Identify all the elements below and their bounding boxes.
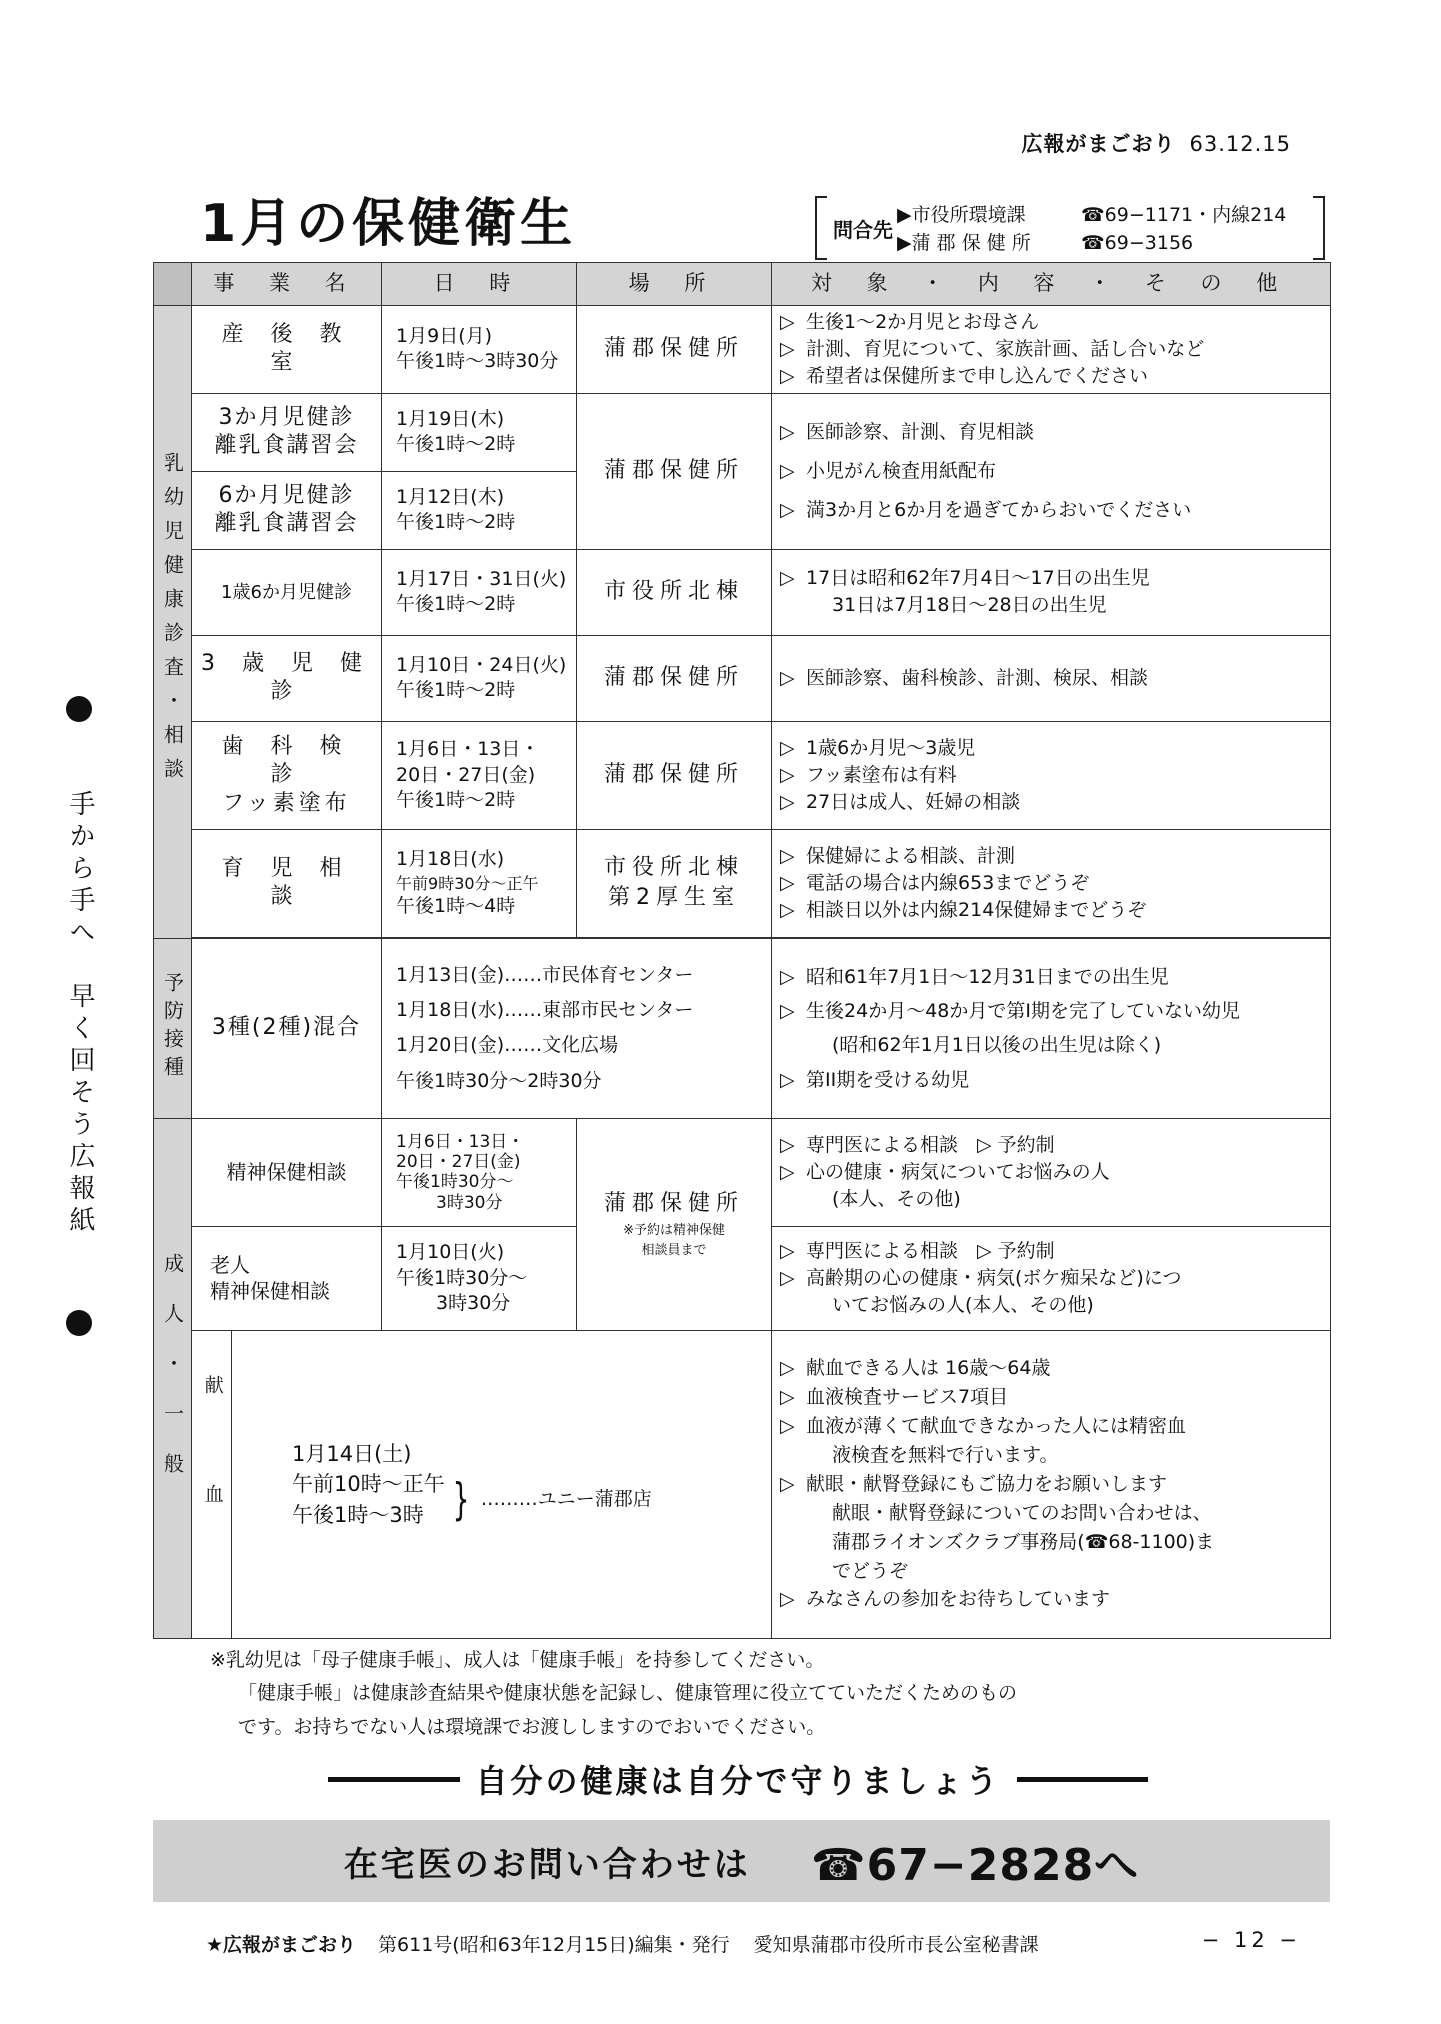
- list-item: [780, 1354, 1322, 1383]
- category-infant-label: 乳幼児健康診査・相談: [160, 451, 185, 792]
- list-item: [780, 1383, 1322, 1412]
- datetime-line: 午後1時〜2時: [396, 679, 516, 702]
- name-line: 離乳食講習会: [214, 511, 359, 537]
- list-item: [780, 1186, 1322, 1213]
- contact-box: [815, 196, 1325, 258]
- side-slogan: 手から手へ 早く回そう広報紙: [65, 790, 95, 1238]
- event-name: 3 歳 児 健 診: [192, 635, 382, 721]
- datetime-line: 1月18日(水): [396, 847, 505, 870]
- datetime-line: 1月12日(木): [396, 485, 505, 508]
- event-name: 3種(2種)混合: [192, 938, 382, 1118]
- contact-tel: ☎69−3156: [1081, 232, 1194, 254]
- detail-text: (本人、その他): [832, 1187, 961, 1210]
- triangle-bullet-icon: ▷: [780, 1239, 795, 1262]
- list-item: [780, 735, 1322, 762]
- datetime-line: 1月9日(月): [396, 324, 493, 347]
- event-name: 1歳6か月児健診: [192, 549, 382, 635]
- datetime-line: 1月19日(木): [396, 407, 505, 430]
- event-datetime: [382, 721, 577, 829]
- list-item: [780, 1470, 1322, 1499]
- detail-text: 27日は成人、妊婦の相談: [806, 790, 1021, 813]
- datetime-line: 午後1時〜3時30分: [396, 350, 559, 373]
- event-location: 市役所北棟: [577, 549, 772, 635]
- list-item: [780, 960, 1322, 994]
- name-line: 3か月児健診: [218, 404, 355, 430]
- detail-text: 31日は7月18日〜28日の出生児: [832, 594, 1107, 617]
- detail-text: 生後1〜2か月児とお母さん: [806, 311, 1040, 333]
- event-datetime: [382, 1118, 577, 1226]
- datetime-line: 1月6日・13日・: [396, 737, 540, 760]
- footnote: [210, 1644, 1310, 1744]
- datetime-line: 午前10時〜正午: [292, 1472, 445, 1497]
- list-item: [780, 363, 1322, 390]
- datetime-line: 1月20日(金)……文化広場: [396, 1034, 619, 1057]
- home-doctor-label: 在宅医のお問い合わせは: [343, 1844, 751, 1885]
- name-line: 離乳食講習会: [214, 433, 359, 459]
- event-details: [772, 549, 1331, 635]
- detail-text: 心の健康・病気についてお悩みの人: [806, 1160, 1110, 1183]
- list-item: [780, 897, 1322, 924]
- datetime-line: 午後1時〜4時: [396, 895, 516, 918]
- event-details: [772, 1226, 1331, 1330]
- contact-line: [897, 228, 1193, 255]
- list-item: [780, 843, 1322, 870]
- table-row: [154, 1118, 1331, 1226]
- list-item: [780, 1028, 1322, 1062]
- event-location: 蒲郡保健所: [577, 635, 772, 721]
- triangle-bullet-icon: ▷: [780, 311, 795, 333]
- detail-text: フッ素塗布は有料: [806, 763, 957, 786]
- detail-text: 相談日以外は内線214保健婦までどうぞ: [806, 898, 1147, 921]
- footer-issue: 第611号(昭和63年12月15日)編集・発行: [378, 1934, 730, 1956]
- footnote-line: 「健康手帳」は健康診査結果や健康状態を記録し、健康管理に役立てていただくためのもの: [238, 1682, 1018, 1705]
- list-item: [780, 1292, 1322, 1319]
- slogan-rule-left: [328, 1777, 460, 1782]
- event-location: 蒲郡保健所: [577, 721, 772, 829]
- datetime-line: 午後1時〜2時: [396, 433, 516, 456]
- publication-name: 広報がまごおり: [1021, 132, 1176, 156]
- list-item: [780, 1441, 1322, 1470]
- triangle-bullet-icon: ▷: [780, 1133, 795, 1156]
- detail-text: 保健婦による相談、計測: [806, 844, 1016, 867]
- list-item: [780, 1265, 1322, 1292]
- time-group: [292, 1469, 652, 1530]
- detail-text: 専門医による相談 ▷ 予約制: [806, 1239, 1055, 1262]
- brace-icon: }: [452, 1473, 470, 1525]
- name-line: フッ素塗布: [222, 790, 351, 816]
- page-number: − 12 −: [1201, 1928, 1301, 1952]
- triangle-bullet-icon: ▷: [780, 459, 795, 482]
- detail-text: 献眼・献腎登録についてのお問い合わせは、: [832, 1501, 1212, 1524]
- detail-text: 専門医による相談 ▷ 予約制: [806, 1133, 1055, 1156]
- triangle-bullet-icon: ▷: [780, 666, 795, 689]
- datetime-line: 20日・27日(金): [396, 763, 536, 786]
- detail-text: 液検査を無料で行います。: [832, 1444, 1059, 1467]
- event-details: [772, 306, 1331, 394]
- detail-text: 高齢期の心の健康・病気(ボケ痴呆など)につ: [806, 1266, 1182, 1289]
- datetime-line: 1月10日(火): [396, 1240, 505, 1263]
- home-doctor-tel: ☎67−2828へ: [810, 1840, 1140, 1891]
- table-row: [154, 306, 1331, 394]
- list-item: [780, 1238, 1322, 1265]
- event-datetime: [382, 549, 577, 635]
- datetime-line: 1月18日(水)……東部市民センター: [396, 999, 694, 1022]
- header-event: 事 業 名: [192, 263, 382, 306]
- event-name: [192, 1226, 382, 1330]
- header-corner: [154, 263, 192, 306]
- detail-text: 生後24か月〜48か月で第I期を完了していない幼児: [806, 1000, 1240, 1023]
- triangle-bullet-icon: ▷: [780, 1160, 795, 1183]
- detail-text: (昭和62年1月1日以後の出生児は除く): [832, 1034, 1162, 1057]
- datetime-line: 午後1時〜2時: [396, 511, 516, 534]
- category-adult: [154, 1118, 192, 1638]
- list-item: [780, 994, 1322, 1028]
- issue-header: [1021, 128, 1291, 158]
- triangle-bullet-icon: ▷: [780, 736, 795, 759]
- event-details: [772, 635, 1331, 721]
- location-line: 市役所北棟: [604, 854, 745, 880]
- table-row: [154, 635, 1331, 721]
- health-schedule-table: [153, 262, 1331, 1639]
- detail-text: 血液が薄くて献血できなかった人には精密血: [806, 1415, 1187, 1438]
- issue-date: 63.12.15: [1189, 132, 1291, 156]
- triangle-bullet-icon: ▷: [780, 1588, 795, 1611]
- event-name: [192, 721, 382, 829]
- event-location: [577, 829, 772, 937]
- triangle-bullet-icon: ▷: [780, 790, 795, 813]
- event-name: [192, 393, 382, 471]
- name-line: 精神保健相談: [210, 1279, 330, 1304]
- slogan-rule-right: [1017, 1777, 1149, 1782]
- event-datetime: [382, 635, 577, 721]
- table-row: [154, 829, 1331, 937]
- triangle-bullet-icon: ▷: [780, 421, 795, 443]
- table-row: [154, 549, 1331, 635]
- list-item: [780, 1557, 1322, 1586]
- datetime-line: 午後1時〜2時: [396, 789, 516, 812]
- detail-text: 1歳6か月児〜3歳児: [806, 736, 976, 759]
- detail-text: 計測、育児について、家族計画、話し合いなど: [806, 337, 1205, 360]
- contact-org: ▶市役所環境課: [897, 204, 1026, 226]
- event-name: 精神保健相談: [192, 1118, 382, 1226]
- event-name: 育 児 相 談: [192, 829, 382, 937]
- list-item: [780, 1063, 1322, 1097]
- triangle-bullet-icon: ▷: [780, 898, 795, 921]
- side-bullet-icon: [66, 1310, 92, 1336]
- list-item: [780, 762, 1322, 789]
- triangle-bullet-icon: ▷: [780, 844, 795, 867]
- detail-text: 17日は昭和62年7月4日〜17日の出生児: [806, 567, 1150, 590]
- event-details: [772, 393, 1331, 549]
- triangle-bullet-icon: ▷: [780, 337, 795, 360]
- datetime-line: 午後1時〜2時: [396, 593, 516, 616]
- event-datetime: [382, 306, 577, 394]
- event-datetime: [382, 471, 577, 549]
- detail-text: 献血できる人は 16歳〜64歳: [806, 1357, 1051, 1380]
- note-line: 相談員まで: [641, 1242, 707, 1258]
- name-line: 老人: [210, 1253, 250, 1278]
- contact-label: 問合先: [833, 218, 893, 242]
- datetime-line: 1月17日・31日(火): [396, 567, 567, 590]
- subcategory-blood-label: 献血: [201, 1375, 224, 1594]
- event-location: 蒲郡保健所: [577, 306, 772, 394]
- event-datetime: [382, 1226, 577, 1330]
- detail-text: 蒲郡ライオンズクラブ事務局(☎68-1100)ま: [832, 1530, 1215, 1553]
- detail-text: 第II期を受ける幼児: [806, 1068, 970, 1091]
- category-vaccination: [154, 938, 192, 1118]
- home-doctor-banner: [153, 1820, 1330, 1902]
- category-vaccination-label: 予防接種: [160, 972, 185, 1085]
- list-item: [780, 789, 1322, 816]
- detail-text: 昭和61年7月1日〜12月31日までの出生児: [806, 966, 1169, 989]
- slogan-banner: [328, 1756, 1148, 1802]
- contact-org: ▶蒲 郡 保 健 所: [897, 232, 1031, 254]
- event-name: 産 後 教 室: [192, 306, 382, 394]
- event-details: [772, 829, 1331, 937]
- detail-text: いてお悩みの人(本人、その他): [832, 1293, 1094, 1316]
- datetime-line: 3時30分: [436, 1292, 511, 1315]
- table-row: [154, 1330, 1331, 1638]
- detail-text: 電話の場合は内線653までどうぞ: [806, 871, 1090, 894]
- triangle-bullet-icon: ▷: [780, 1266, 795, 1289]
- triangle-bullet-icon: ▷: [780, 567, 795, 590]
- detail-text: 希望者は保健所まで申し込んでください: [806, 364, 1149, 387]
- event-location: [577, 1118, 772, 1330]
- contact-line: [897, 200, 1286, 227]
- list-item: [780, 1132, 1322, 1159]
- list-item: [780, 1412, 1322, 1441]
- footer-org: 愛知県蒲郡市役所市長公室秘書課: [753, 1934, 1039, 1956]
- event-name: [192, 471, 382, 549]
- table-row: [154, 393, 1331, 471]
- location-note: [585, 1221, 763, 1260]
- list-item: [780, 870, 1322, 897]
- location-line: 蒲郡保健所: [604, 1190, 745, 1216]
- triangle-bullet-icon: ▷: [780, 1068, 795, 1091]
- detail-text: 医師診察、歯科検診、計測、検尿、相談: [806, 666, 1149, 689]
- detail-text: 医師診察、計測、育児相談: [806, 421, 1035, 443]
- list-item: [780, 452, 1322, 491]
- datetime-line: 1月6日・13日・: [396, 1131, 525, 1152]
- footnote-line: です。お持ちでない人は環境課でお渡ししますのでおいでください。: [238, 1715, 826, 1738]
- datetime-line: 3時30分: [436, 1192, 503, 1213]
- detail-text: 血液検査サービス7項目: [806, 1386, 1009, 1409]
- header-datetime: 日 時: [382, 263, 577, 306]
- datetime-line: 午後1時30分〜: [396, 1172, 514, 1193]
- list-item: [780, 1159, 1322, 1186]
- datetime-line: 午後1時30分〜: [396, 1266, 528, 1289]
- event-location: ………ユニー蒲郡店: [480, 1487, 652, 1510]
- page-footer: [206, 1930, 1039, 1957]
- datetime-line: 20日・27日(金): [396, 1152, 521, 1173]
- slogan-text: 自分の健康は自分で守りましょう: [475, 1762, 1001, 1800]
- detail-text: 満3か月と6か月を過ぎてからおいでください: [806, 498, 1192, 521]
- triangle-bullet-icon: ▷: [780, 1472, 795, 1495]
- page-title: 1月の保健衛生: [200, 194, 577, 254]
- triangle-bullet-icon: ▷: [780, 364, 795, 387]
- name-line: 6か月児健診: [218, 482, 355, 508]
- triangle-bullet-icon: ▷: [780, 1000, 795, 1023]
- event-location: 蒲郡保健所: [577, 393, 772, 549]
- bracket-right: [1313, 196, 1325, 260]
- header-details: 対 象 ・ 内 容 ・ そ の 他: [772, 263, 1331, 306]
- list-item: [780, 565, 1322, 592]
- side-bullet-icon: [66, 696, 92, 722]
- event-details: [772, 721, 1331, 829]
- category-adult-label: 成人・一般: [160, 1253, 185, 1504]
- datetime-line: 午後1時〜3時: [292, 1502, 424, 1527]
- table-row: [154, 721, 1331, 829]
- list-item: [780, 336, 1322, 363]
- time-list: [292, 1469, 445, 1530]
- detail-text: 小児がん検査用紙配布: [806, 459, 997, 482]
- triangle-bullet-icon: ▷: [780, 1357, 795, 1380]
- list-item: [780, 592, 1322, 619]
- datetime-line: 午前9時30分〜正午: [396, 873, 539, 893]
- event-datetime: [382, 829, 577, 937]
- contact-tel: ☎69−1171・内線214: [1081, 204, 1287, 226]
- triangle-bullet-icon: ▷: [780, 498, 795, 521]
- list-item: [780, 1585, 1322, 1614]
- triangle-bullet-icon: ▷: [780, 1386, 795, 1409]
- datetime-line: 1月10日・24日(火): [396, 653, 567, 676]
- table-row: [154, 938, 1331, 1118]
- triangle-bullet-icon: ▷: [780, 966, 795, 989]
- detail-text: 献眼・献腎登録にもご協力をお願いします: [806, 1472, 1168, 1495]
- event-datetime: [382, 393, 577, 471]
- footer-publication: ★広報がまごおり: [206, 1934, 357, 1956]
- header-place: 場 所: [577, 263, 772, 306]
- event-details: [772, 938, 1331, 1118]
- triangle-bullet-icon: ▷: [780, 763, 795, 786]
- bracket-left: [815, 196, 827, 260]
- list-item: [780, 1528, 1322, 1557]
- datetime-line: 1月13日(金)……市民体育センター: [396, 964, 694, 987]
- event-details: [772, 1118, 1331, 1226]
- name-line: 歯 科 検 診: [221, 733, 352, 788]
- triangle-bullet-icon: ▷: [780, 1415, 795, 1438]
- list-item: [780, 1499, 1322, 1528]
- subcategory-blood: [192, 1330, 232, 1638]
- footnote-line: ※乳幼児は「母子健康手帳」、成人は「健康手帳」を持参してください。: [210, 1649, 825, 1671]
- event-datetime: [232, 1330, 772, 1638]
- list-item: [780, 665, 1322, 692]
- table-header-row: [154, 263, 1331, 306]
- list-item: [780, 491, 1322, 530]
- event-details: [772, 1330, 1331, 1638]
- datetime-line: 1月14日(土): [292, 1441, 412, 1466]
- note-line: ※予約は精神保健: [623, 1223, 725, 1239]
- location-line: 第2厚生室: [608, 885, 741, 911]
- detail-text: みなさんの参加をお待ちしています: [806, 1588, 1111, 1611]
- datetime-line: 午後1時30分〜2時30分: [396, 1069, 602, 1092]
- list-item: [780, 413, 1322, 452]
- list-item: [780, 309, 1322, 336]
- event-datetime: [382, 938, 772, 1118]
- triangle-bullet-icon: ▷: [780, 871, 795, 894]
- category-infant: [154, 306, 192, 939]
- detail-text: でどうぞ: [832, 1559, 909, 1582]
